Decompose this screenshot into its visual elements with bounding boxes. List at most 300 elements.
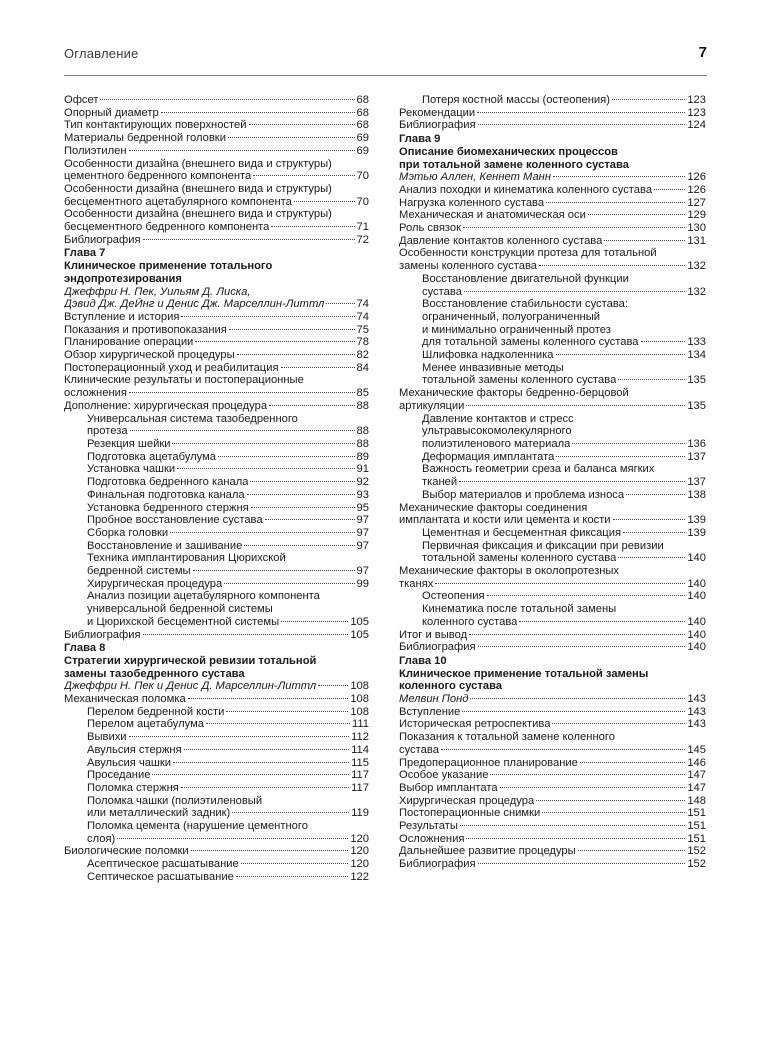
toc-entry-text: Восстановление двигательной функции: [422, 272, 629, 285]
dot-leader: [250, 481, 354, 482]
toc-line: [64, 119, 369, 132]
toc-line: [422, 540, 706, 553]
dot-leader: [224, 583, 354, 584]
toc-entry-text: замены коленного сустава: [399, 260, 537, 273]
dot-leader: [181, 787, 349, 788]
toc-entry-text: Опорный диаметр: [64, 106, 159, 119]
toc-entry-text: Пробное восстановление сустава: [87, 514, 263, 527]
dot-leader: [195, 341, 354, 342]
toc-entry-text: Биологические поломки: [64, 845, 189, 858]
page-number: 151: [687, 807, 706, 820]
dot-leader: [470, 698, 685, 699]
toc-line: [64, 336, 369, 349]
dot-leader: [249, 124, 355, 125]
toc-entry: [399, 247, 706, 272]
toc-line: [87, 413, 369, 426]
page-number: 74: [356, 298, 369, 311]
dot-leader: [271, 226, 354, 227]
page-number: 70: [356, 170, 369, 183]
toc-entry-text: Перелом бедренной кости: [87, 705, 225, 718]
toc-entry: [64, 706, 369, 719]
toc-entry: [64, 514, 369, 527]
toc-entry-text: Материалы бедренной головки: [64, 132, 226, 145]
dot-leader: [478, 124, 686, 125]
page-number: 108: [350, 680, 369, 693]
toc-entry-text: Особенности дизайна (внешнего вида и структуры): [64, 157, 332, 170]
chapter-title: Стратегии хирургической ревизии тотальной: [64, 654, 317, 667]
toc-entry-text: Механические факторы соединения: [399, 501, 588, 514]
chapter-label: Глава 7: [64, 247, 106, 260]
toc-entry: [64, 871, 369, 884]
toc-line: [422, 603, 706, 616]
toc-entry-text: Восстановление и зашивание: [87, 539, 243, 552]
toc-entry: [399, 273, 706, 298]
toc-entry-text: Показания к тотальной замене коленного: [399, 731, 615, 744]
toc-line: [87, 807, 369, 820]
dot-leader: [143, 239, 355, 240]
page-number: 97: [356, 539, 369, 552]
toc-entry: [399, 540, 706, 565]
toc-line: [422, 438, 706, 451]
page-number: 68: [356, 119, 369, 132]
toc-line: [87, 871, 369, 884]
toc-entry: [64, 234, 369, 247]
toc-entry: [64, 476, 369, 489]
toc-entry: [399, 502, 706, 527]
toc-line: [64, 286, 369, 299]
dot-leader: [654, 189, 685, 190]
toc-entry-text: Финальная подготовка канала: [87, 488, 245, 501]
toc-line: [399, 235, 706, 248]
dot-leader: [578, 850, 686, 851]
toc-line: [422, 527, 706, 540]
toc-line: [399, 565, 706, 578]
toc-entry: [399, 349, 706, 362]
toc-entry-text: бесцементного ацетабулярного компонента: [64, 195, 292, 208]
toc-entry-text: бедренной системы: [87, 565, 191, 578]
chapter-title: Описание биомеханических процессов: [399, 145, 618, 158]
dot-leader: [553, 176, 685, 177]
page-number: 124: [687, 119, 706, 132]
toc-line: [64, 298, 369, 311]
toc-entry-text: Планирование операции: [64, 336, 194, 349]
page-number: 143: [687, 705, 706, 718]
dot-leader: [460, 825, 685, 826]
toc-line: [87, 590, 369, 603]
page-number: 69: [356, 132, 369, 145]
toc-entry: [399, 451, 706, 464]
page-number: 85: [356, 387, 369, 400]
page-number: 88: [356, 437, 369, 450]
toc-entry: [64, 413, 369, 438]
toc-entry-text: Дэвид Дж. ДеЙнг и Денис Дж. Марселлин-Литтл: [64, 298, 325, 311]
toc-line: [399, 387, 706, 400]
dot-leader: [464, 291, 685, 292]
toc-entry-text: Мэтью Аллен, Кеннет Манн: [399, 171, 551, 184]
dot-leader: [469, 634, 685, 635]
page-number: 140: [687, 590, 706, 603]
toc-entry: [399, 706, 706, 719]
page-number: 152: [687, 845, 706, 858]
toc-entry-text: Особенности дизайна (внешнего вида и структуры): [64, 208, 332, 221]
chapter-title: при тотальной замене коленного сустава: [399, 158, 629, 171]
toc-entry-text: Показания и противопоказания: [64, 323, 227, 336]
toc-line: [422, 451, 706, 464]
toc-entry-text: Шлифовка надколенника: [422, 349, 554, 362]
toc-line: [87, 425, 369, 438]
dot-leader: [294, 201, 355, 202]
toc-line: [399, 107, 706, 120]
toc-line: [64, 234, 369, 247]
toc-entry: [399, 235, 706, 248]
dot-leader: [612, 99, 685, 100]
page-number: 71: [356, 221, 369, 234]
page-number: 68: [356, 106, 369, 119]
toc-line: [399, 209, 706, 222]
toc-entry-text: ограниченный, полуограниченный: [422, 310, 600, 323]
toc-entry: [399, 603, 706, 628]
page-number: 114: [351, 743, 369, 756]
toc-line: [87, 552, 369, 565]
toc-line: [64, 107, 369, 120]
chapter-label: Глава 9: [399, 133, 441, 146]
chapter-label: Глава 8: [64, 642, 106, 655]
toc-entry-text: Тип контактирующих поверхностей: [64, 119, 247, 132]
page-number: 111: [351, 718, 369, 731]
toc-entry: [399, 119, 706, 132]
page-number: 126: [687, 171, 706, 184]
header-rule: [64, 75, 707, 76]
toc-line: [87, 795, 369, 808]
toc-line: [87, 438, 369, 451]
toc-entry: [399, 833, 706, 846]
page-number: 140: [687, 552, 706, 565]
toc-entry: [64, 107, 369, 120]
toc-entry-text: Библиография: [64, 628, 141, 641]
dot-leader: [129, 150, 355, 151]
toc-entry-text: Библиография: [399, 641, 476, 654]
toc-entry-text: цементного бедренного компонента: [64, 170, 252, 183]
toc-entry: [64, 578, 369, 591]
toc-entry-text: Выбор имплантата: [399, 781, 498, 794]
toc-entry-text: Предоперационное планирование: [399, 756, 578, 769]
toc-entry-text: Осложнения: [399, 832, 465, 845]
toc-entry-text: слоя): [87, 832, 116, 845]
toc-line: [64, 400, 369, 413]
dot-leader: [236, 876, 349, 877]
toc-entry-text: Историческая ретроспектива: [399, 718, 551, 731]
toc-entry: [399, 629, 706, 642]
toc-line: [87, 451, 369, 464]
toc-left-column: [64, 94, 369, 884]
toc-entry-text: Мелвин Понд: [399, 693, 469, 706]
dot-leader: [604, 240, 685, 241]
toc-entry: [399, 858, 706, 871]
toc-entry: [64, 208, 369, 233]
toc-entry-text: Полиэтилен: [64, 144, 127, 157]
dot-leader: [193, 570, 355, 571]
toc-entry: [64, 158, 369, 183]
page-number: 120: [350, 858, 369, 871]
toc-entry: [64, 718, 369, 731]
dot-leader: [326, 303, 354, 304]
toc-line: [399, 820, 706, 833]
toc-entry-text: Роль связок: [399, 222, 461, 235]
toc-entry: [64, 757, 369, 770]
page-number: 97: [356, 526, 369, 539]
page-number: 105: [350, 615, 369, 628]
dot-leader: [229, 329, 355, 330]
dot-leader: [463, 227, 685, 228]
dot-leader: [466, 838, 685, 839]
toc-entry: [399, 387, 706, 412]
toc-line: [399, 629, 706, 642]
toc-entry: [64, 731, 369, 744]
dot-leader: [129, 392, 355, 393]
toc-line: [399, 858, 706, 871]
toc-line: [87, 616, 369, 629]
toc-line: [399, 833, 706, 846]
toc-entry-text: Механическая и анатомическая оси: [399, 209, 586, 222]
toc-entry: [399, 795, 706, 808]
page-number: 88: [356, 399, 369, 412]
toc-line: [399, 744, 706, 757]
toc-entry: [64, 451, 369, 464]
dot-leader: [466, 405, 685, 406]
toc-line: [399, 400, 706, 413]
toc-entry-text: Поломка цемента (нарушение цементного: [87, 820, 308, 833]
toc-entry-text: и Цюрихской бесцементной системы: [87, 615, 280, 628]
toc-entry: [64, 132, 369, 145]
toc-entry-text: универсальной бедренной системы: [87, 603, 273, 616]
toc-entry: [399, 565, 706, 590]
toc-entry: [399, 820, 706, 833]
toc-entry-text: артикуляции: [399, 399, 465, 412]
toc-line: [87, 706, 369, 719]
toc-entry: [64, 463, 369, 476]
dot-leader: [623, 532, 685, 533]
toc-entry-text: осложнения: [64, 387, 127, 400]
dot-leader: [281, 621, 348, 622]
toc-line: [422, 286, 706, 299]
toc-line: [64, 221, 369, 234]
toc-entry-text: Особое указание: [399, 769, 489, 782]
toc-entry: [399, 769, 706, 782]
dot-leader: [251, 507, 355, 508]
toc-line: [422, 590, 706, 603]
toc-line: [422, 324, 706, 337]
page-number: 97: [356, 565, 369, 578]
toc-line: [399, 222, 706, 235]
dot-leader: [177, 468, 354, 469]
page-number: 69: [356, 144, 369, 157]
toc-line: [64, 324, 369, 337]
toc-entry-text: Джеффри Н. Пек, Уильям Д. Лиска,: [64, 285, 251, 298]
toc-entry-text: Библиография: [64, 233, 141, 246]
dot-leader: [641, 341, 686, 342]
toc-entry-text: Важность геометрии среза и баланса мягких: [422, 463, 655, 476]
toc-entry-text: ультравысокомолекулярного: [422, 425, 572, 438]
chapter-title: эндопротезирования: [64, 272, 182, 285]
toc-entry: [399, 757, 706, 770]
toc-entry: [64, 502, 369, 515]
dot-leader: [170, 532, 354, 533]
toc-entry-text: Перелом ацетабулума: [87, 718, 205, 731]
chapter-title: коленного сустава: [399, 680, 503, 693]
toc-line: [399, 807, 706, 820]
page-number: 89: [356, 450, 369, 463]
toc-line: [87, 463, 369, 476]
toc-line: [64, 845, 369, 858]
dot-leader: [435, 583, 685, 584]
toc-entry-text: Особенности дизайна (внешнего вида и структуры): [64, 182, 332, 195]
toc-line: [64, 132, 369, 145]
page-number: 115: [351, 756, 369, 769]
page-number: 135: [687, 399, 706, 412]
toc-entry-text: Восстановление стабильности сустава:: [422, 298, 629, 311]
toc-entry: [64, 629, 369, 642]
page-number: 82: [356, 349, 369, 362]
toc-entry-text: Давление контактов коленного сустава: [399, 234, 603, 247]
toc-entry-text: Хирургическая процедура: [87, 577, 223, 590]
toc-entry: [64, 489, 369, 502]
dot-leader: [226, 711, 348, 712]
page-number: 140: [687, 615, 706, 628]
toc-line: [87, 603, 369, 616]
page-number: 99: [356, 577, 369, 590]
dot-leader: [626, 494, 685, 495]
toc-line: [399, 795, 706, 808]
toc-entry: [399, 731, 706, 756]
dot-leader: [478, 646, 686, 647]
toc-line: [399, 119, 706, 132]
dot-leader: [181, 316, 354, 317]
toc-line: [87, 540, 369, 553]
toc-entry-text: Анализ походки и кинематика коленного сустава: [399, 183, 653, 196]
dot-leader: [536, 800, 685, 801]
toc-entry-text: Библиография: [399, 858, 476, 871]
toc-entry: [64, 438, 369, 451]
page-number: 126: [687, 183, 706, 196]
dot-leader: [191, 850, 349, 851]
page-number: 74: [356, 310, 369, 323]
dot-leader: [218, 456, 355, 457]
dot-leader: [281, 367, 355, 368]
toc-entry: [64, 845, 369, 858]
toc-entry-text: Потеря костной массы (остеопения): [422, 94, 610, 106]
toc-entry-text: имплантата и кости или цемента и кости: [399, 514, 611, 527]
dot-leader: [580, 762, 685, 763]
toc-entry-text: тканей: [422, 476, 458, 489]
dot-leader: [253, 175, 354, 176]
toc-entry: [64, 311, 369, 324]
toc-entry-text: Септическое расшатывание: [87, 870, 234, 883]
page-number: 137: [687, 450, 706, 463]
toc-entry: [64, 782, 369, 795]
toc-entry-text: Универсальная система тазобедренного: [87, 412, 298, 425]
dot-leader: [556, 354, 686, 355]
toc-entry: [399, 107, 706, 120]
toc-entry: [64, 552, 369, 577]
toc-line: [399, 247, 706, 260]
toc-entry-text: Подготовка ацетабулума: [87, 450, 216, 463]
page-number: 123: [687, 106, 706, 119]
toc-line: [64, 374, 369, 387]
toc-entry: [64, 693, 369, 706]
toc-entry-text: Постоперационный уход и реабилитация: [64, 361, 279, 374]
chapter-title: Клиническое применение тотального: [64, 260, 273, 273]
toc-entry-text: Подготовка бедренного канала: [87, 476, 249, 489]
toc-entry: [64, 744, 369, 757]
toc-line: [64, 362, 369, 375]
page-number: 105: [350, 628, 369, 641]
page-number: 132: [687, 285, 706, 298]
toc-entry-text: Резекция шейки: [87, 437, 171, 450]
toc-entry: [399, 222, 706, 235]
toc-entry: [399, 807, 706, 820]
toc-line: [399, 769, 706, 782]
toc-line: [87, 476, 369, 489]
page-number: 120: [350, 845, 369, 858]
toc-line: [399, 718, 706, 731]
toc-line: [87, 757, 369, 770]
chapter-label: Глава 10: [399, 654, 447, 667]
toc-line: [64, 196, 369, 209]
toc-entry-text: Установка чашки: [87, 463, 176, 476]
page-number: 152: [687, 858, 706, 871]
toc-entry: [64, 183, 369, 208]
running-head-title: Оглавление: [64, 46, 139, 61]
toc-entry-text: Джеффри Н. Пек и Денис Д. Марселлин-Литтл: [64, 680, 317, 693]
toc-entry-text: Проседание: [87, 769, 151, 782]
toc-line: [64, 183, 369, 196]
toc-line: [87, 489, 369, 502]
dot-leader: [618, 557, 685, 558]
dot-leader: [129, 736, 350, 737]
toc-entry-text: Вступление: [399, 705, 461, 718]
dot-leader: [244, 545, 354, 546]
toc-entry: [399, 782, 706, 795]
toc-entry-text: Анализ позиции ацетабулярного компонента: [87, 590, 320, 603]
page-number: 143: [687, 718, 706, 731]
page-number: 93: [356, 488, 369, 501]
toc-entry: [64, 769, 369, 782]
toc-entry: [399, 209, 706, 222]
page-number: 68: [356, 94, 369, 106]
toc-entry: [64, 119, 369, 132]
toc-line: [422, 413, 706, 426]
toc-line: [64, 349, 369, 362]
page-number: 108: [350, 705, 369, 718]
toc-entry-text: Кинематика после тотальной замены: [422, 603, 617, 616]
page-number: 75: [356, 323, 369, 336]
toc-line: [64, 145, 369, 158]
toc-line: [399, 706, 706, 719]
page-number: 91: [356, 463, 369, 476]
toc-line: [87, 578, 369, 591]
page-number: 127: [687, 196, 706, 209]
dot-leader: [237, 354, 355, 355]
page-number: 138: [687, 488, 706, 501]
dot-leader: [552, 723, 685, 724]
page-number: 151: [687, 832, 706, 845]
toc-entry-text: тотальной замены коленного сустава: [422, 374, 617, 387]
dot-leader: [490, 774, 685, 775]
dot-leader: [269, 405, 354, 406]
dot-leader: [542, 812, 685, 813]
toc-entry: [64, 527, 369, 540]
toc-line: [422, 311, 706, 324]
